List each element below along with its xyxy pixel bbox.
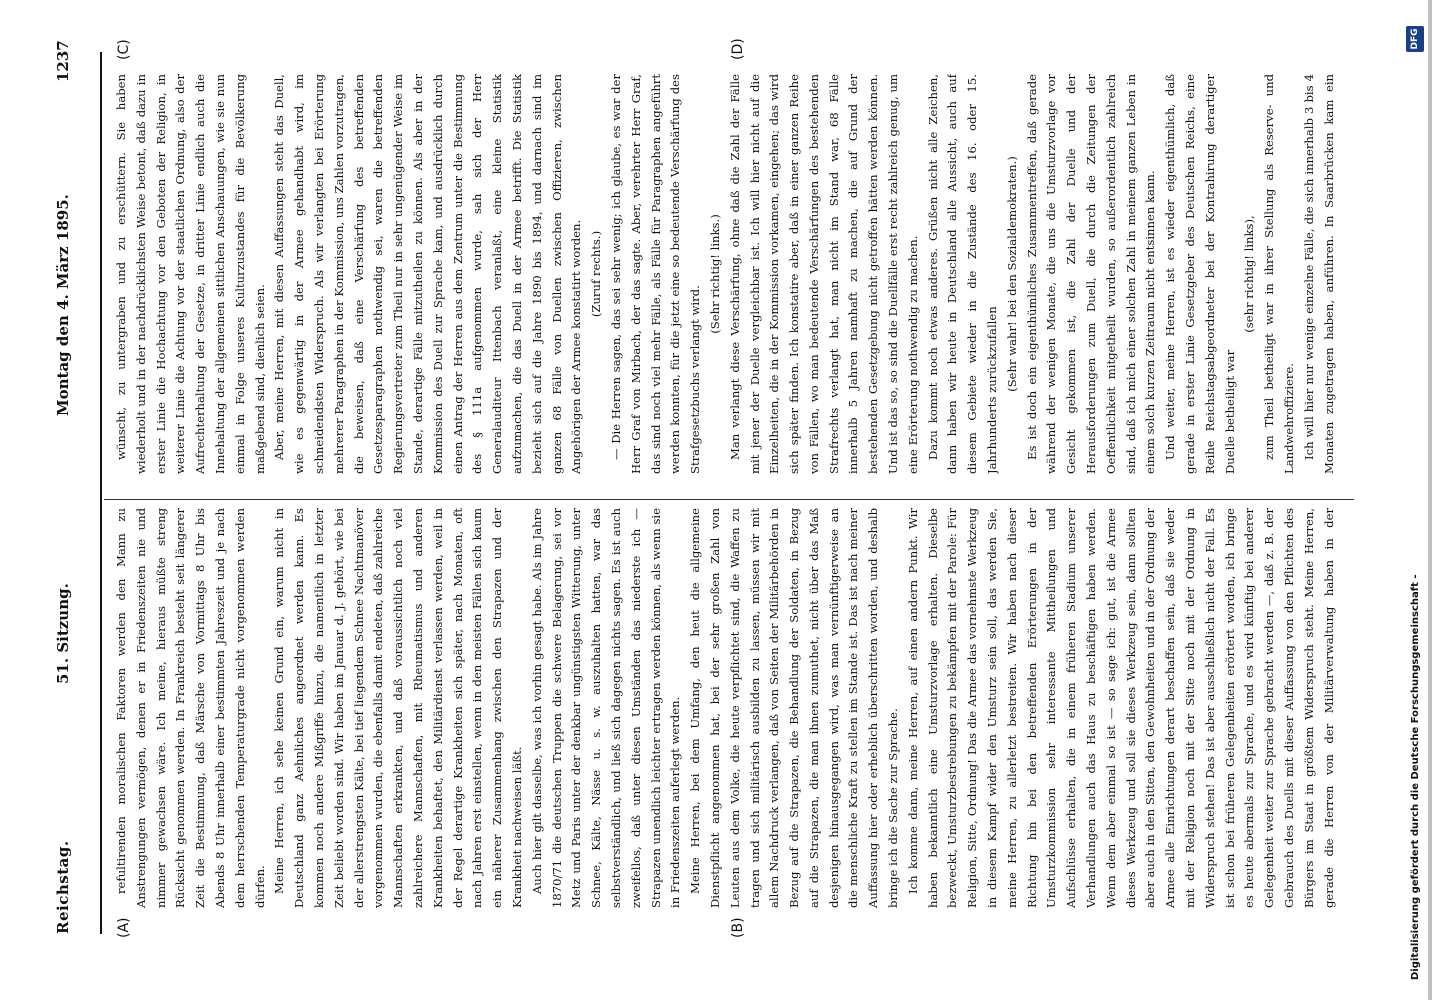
- right-paragraph: — Die Herren sagen, das sei sehr wenig; ich glaube, es war der Herr Graf von Mirbach, der das sagte. Aber, verehrter Herr Graf, das sind noch viel mehr Fälle, als Fälle für Paragraphen angeführt werden konnten, für die jetzt eine so bedeutende Verschärfung des Strafgesetzbuchs verlangt wird.: [608, 74, 703, 474]
- digitization-footer: [1406, 20, 1428, 980]
- header-page-number: 1237: [54, 40, 72, 82]
- page-header: [40, 0, 78, 1000]
- left-paragraph: Meine Herren, bei dem Umfang, den heut die allgemeine Dienstpflicht angenommen hat, bei der sehr großen Zahl von Leuten aus dem Volke, die heute verpflichtet sind, die Waffen zu tragen und sich militärisch ausbilden zu lassen, müssen wir mit allem Nachdruck verlangen, daß von Seiten der Militärbehörden in Bezug auf die Strapazen, die Behandlung der Soldaten, in Bezug auf die Strapazen, die man ihnen zumuthet, nicht über das Maß desjenigen hinausgegangen wird, was man vernünftigerweise an die menschliche Kraft zu stellen im Stande ist. Das ist nach meiner Auffassung hier oder erheblich überschritten worden, und deshalb bringe ich die Sache zur Sprache.: [688, 508, 901, 908]
- right-paragraph: Aber, meine Herren, mit diesen Auffassungen steht das Duell, wie es gegenwärtig in der Armee gehandhabt wird, im schneidendsten Widerspruch. Als wir verlangten bei Erörterung mehrerer Paragraphen in der Kommission, uns Zahlen vorzutragen, die beweisen, daß eine Verschärfung des betreffenden Gesetzesparagraphen nothwendig sei, waren die betreffenden Regierungsvertreter zum Theil nur in sehr ungenügender Weise im Stande, derartige Fälle mitzutheilen zu können. Als aber in der Kommission des Duell zur Sprache kam, und ausdrücklich durch einen Antrag der Herren aus dem Zentrum unter die Bestimmung des § 111a aufgenommen wurde, sah sich der Herr Generalauditeur Ittenbach veranlaßt, eine kleine Statistik aufzumachen, die das Duell in der Armee betrifft. Die Statistik bezieht sich auf die Jahre 1890 bis 1894, und darnach sind im ganzen 68 Fälle von Duellen zwischen Offizieren, zwischen Angehörigen der Armee konstatirt worden.: [272, 74, 584, 474]
- right-paragraph: Es ist doch ein eigenthümliches Zusammentreffen, daß gerade während der wenigen Monate, die uns die Umsturzvorlage vor Gesicht gekommen ist, die Zahl der Duelle und der Herausforderungen zum Duell, die durch die Zeitungen der Oeffentlichkeit mitgetheilt wurden, so außerordentlich zahlreich sind, daß ich mich einer solchen Zahl in meinem ganzen Leben in einem solch kurzen Zeitraum nicht entsinnen kann.: [1024, 74, 1158, 474]
- interjection: (Sehr richtig! links.): [707, 214, 722, 334]
- margin-marker-b: (B): [730, 917, 746, 938]
- header-date: Montag den 4. März 1895.: [54, 194, 72, 416]
- left-paragraph: Auch hier gilt dasselbe, was ich vorhin gesagt habe. Als im Jahre 1870/71 die deutschen Truppen die schwere Belagerung, sei vor Metz und Paris unter der denkbar ungünstigsten Witterung, unter Schnee, Kälte, Nässe u. s. w. auszuhalten hatten, war das selbstverständlich, und ließ sich dagegen nichts sagen. Es ist auch zweifellos, daß unter diesen Umständen das niederste ich — Strapazen unendlich leichter ertragen werden können, als wenn sie in Friedenszeiten auferlegt werden.: [529, 508, 683, 908]
- margin-marker-d: (D): [730, 38, 746, 60]
- right-paragraph: Und weiter, meine Herren, ist es wieder eigenthümlich, daß gerade in erster Linie Gesetzgeber des Deutschen Reichs, eine Reihe Reichstagsabgeordneter bei der Kontrahirung derartiger Duelle betheiligt war: [1163, 74, 1237, 474]
- interjection: (Zuruf rechts.): [589, 230, 604, 318]
- header-reichstag: Reichstag.: [54, 840, 72, 934]
- left-paragraph: Meine Herren, ich sehe keinen Grund ein, warum nicht in Deutschland ganz Aehnliches angeordnet werden kann. Es kommen noch andere Mißgriffe hinzu, die namentlich in letzter Zeit beliebt worden sind. Wir haben im Januar d. J. gehört, wie bei der allerstrengsten Kälte, bei tief liegendem Schnee Nachtmanöver vorgenommen wurden, die ebenfalls damit endeten, daß zahlreiche Mannschaften erkrankten, und daß voraussichtlich noch viel zahlreichere Mannschaften, mit Rheumatismus und anderen Krankheiten behaftet, den Militärdienst verlassen werden, weil in der Regel derartige Krankheiten sich später, nach Monaten, oft nach Jahren erst einstellen, wenn in den meisten Fällen sich kaum ein näherer Zusammenhang zwischen den Strapazen und der Krankheit nachweisen läßt.: [272, 508, 524, 908]
- interjection: (Sehr wahr! bei den Sozialdemokraten.): [1004, 156, 1019, 392]
- header-session: 51. Sitzung.: [54, 583, 72, 684]
- column-divider: [104, 499, 1354, 500]
- dfg-logo: DFG: [1406, 26, 1424, 52]
- footer-text: Digitalisierung gefördert durch die Deutsche Forschungsgemeinschaft -: [1410, 574, 1421, 980]
- right-paragraph: Man verlangt diese Verschärfung, ohne daß die Zahl der Fälle mit jener der Duelle vergleichbar ist. Ich will hier nicht auf die Einzelheiten, die in der Kommission vorkamen, eingehen; das wird sich später finden. Ich konstatire aber, daß in einer ganzen Reihe von Fällen, wo man bedeutende Verschärfungen des bestehenden Strafrechts verlangt hat, man nicht im Stand war, 68 Fälle innerhalb 5 Jahren namhaft zu machen, die auf Grund der bestehenden Gesetzgebung nicht getroffen hätten werden können. Und ist das so, so sind die Duellfälle erst recht zahlreich genug, um eine Erörterung nothwendig zu machen.: [727, 74, 920, 474]
- scan-edge: [1428, 0, 1432, 1000]
- right-paragraph: wünscht, zu untergraben und zu erschüttern. Sie haben wiederholt und in der nachdrücklichsten Weise betont, daß dazu in erster Linie die Hochachtung vor den Geboten der Religion, in weiterer Linie die Achtung vor der staatlichen Ordnung, also der Aufrechterhaltung der Gesetze, in dritter Linie endlich auch die Innehaltung der allgemeinen sittlichen Anschauungen, wie sie nun einmal in Folge unseres Kulturzustandes für die Bevölkerung maßgebend sind, dienlich seien.: [114, 74, 267, 474]
- left-paragraph: Ich komme dann, meine Herren, auf einen andern Punkt. Wir haben bekanntlich eine Umsturzvorlage erhalten. Dieselbe bezweckt, Umsturzbestrebungen zu bekämpfen mit der Parole: Für Religion, Sitte, Ordnung! Das die Armee das vornehmste Werkzeug in diesem Kampf wider den Umsturz sein soll, das werden Sie, meine Herren, zu allerletzt bestreiten. Wir haben nach dieser Richtung hin bei den betreffenden Erörterungen in der Umsturzkommission sehr interessante Mittheilungen und Aufschlüsse erhalten, die in einem früheren Stadium unserer Verhandlungen auch das Haus zu beschäftigen haben werden. Wenn dem aber einmal so ist — so sage ich: gut, ist die Armee dieses Werkzeug und soll sie dieses Werkzeug sein, dann sollten aber auch in den Sitten, den Gewohnheiten und in der Ordnung der Armee alle Einrichtungen derart beschaffen sein, daß sie weder mit der Religion noch mit der Sitte noch mit der Ordnung in Widerspruch stehen! Das ist aber ausschließlich nicht der Fall. Es ist schon bei früheren Gelegenheiten erörtert worden, ich bringe es heute abermals zur Sprache, und es wird künftig bei anderer Gelegenheit weiter zur Sprache gebracht werden —, daß z. B. der Gebrauch des Duells mit dieser Auffassung von den Pflichten des Bürgers im Staat in größtem Widerspruch steht. Meine Herren, gerade die Herren von der Militärverwaltung haben in der: [905, 508, 1336, 908]
- interjection: (sehr richtig! links),: [1242, 215, 1257, 333]
- right-paragraph: zum Theil betheiligt war in ihrer Stellung als Reserve- und Landwehroffiziere.: [1262, 74, 1297, 474]
- right-column: [112, 74, 1340, 474]
- left-paragraph: refultirenden moralischen Faktoren werden den Mann zu Anstrengungen vermögen, denen er in Friedenszeiten nie und nimmer gewachsen wäre. Ich meine, hieraus müßte streng Rücksicht genommen werden. In Frankreich besteht seit längerer Zeit die Bestimmung, daß Märsche von Vormittags 8 Uhr bis Abends 8 Uhr innerhalb einer bestimmten Jahreszeit und je nach dem herrschenden Temperaturgrade nicht vorgenommen werden dürfen.: [114, 508, 267, 908]
- margin-marker-a: (A): [116, 917, 132, 938]
- margin-marker-c: (C): [116, 39, 132, 60]
- right-paragraph: Dazu kommt noch etwas anderes. Grüßen nicht alle Zeichen, dann haben wir heute in Deutschland alle Aussicht, auch auf diesem Gebiete wieder in die Zustände des 16. oder 15. Jahrhunderts zurückzufallen: [925, 74, 1000, 474]
- header-rule: [100, 52, 102, 934]
- right-paragraph: Ich will hier nur wenige einzelne Fälle, die sich innerhalb 3 bis 4 Monaten zugetragen haben, anführen. In Saarbrücken kam ein: [1301, 74, 1336, 474]
- left-column: [112, 508, 1340, 908]
